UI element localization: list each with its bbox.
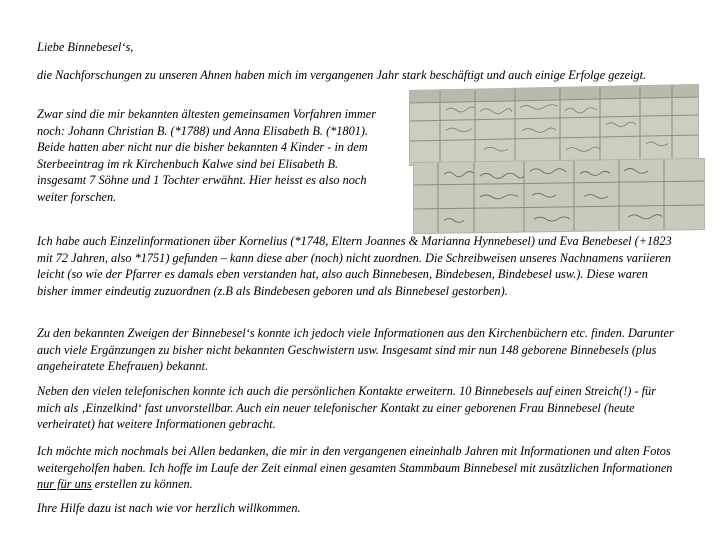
paragraph-closing: Ihre Hilfe dazu ist nach wie vor herzlich willkommen. [37, 501, 301, 515]
paragraph-contacts: Neben den vielen telefonischen konnte ich auch die persönlichen Kontakte erweitern. 10 Binnebesels auf einen Streich(!) - für mich als ‚Einzelkind‘ fast unvorstellbar. Auch ein neuer telefonischer Kontakt zu einer geborenen Frau Binnebesel (heute verheiratet) hat weitere Informationen gebracht. [37, 384, 656, 431]
paragraph-known-branches: Zu den bekannten Zweigen der Binnebesel‘s konnte ich jedoch viele Informationen aus den Kirchenbüchern etc. finden. Darunter auch viele Ergänzungen zu bisher nicht bekannten Geschwistern usw. Insgesamt sind mir nun 148 geborene Binnebesels (plus angeheiratete Ehefrauen) bekannt. [37, 326, 674, 373]
salutation: Liebe Binnebesel‘s, [37, 40, 134, 54]
thanks-text-end: erstellen zu können. [91, 477, 193, 491]
thanks-text-start: Ich möchte mich nochmals bei Allen bedanken, die mir in den vergangenen eineinhalb Jahren mit Informationen und alten Fotos weitergeholfen haben. Ich hoffe im Laufe der Zeit einmal einen gesamten Stammbaum Binnebesel mit zusätzlichen Informationen [37, 444, 673, 475]
underlined-emphasis: nur für uns [37, 477, 92, 491]
paragraph-thanks [37, 443, 677, 493]
church-record-scan-image [409, 84, 699, 166]
burial-register-scan-image [413, 158, 705, 234]
paragraph-intro: die Nachforschungen zu unseren Ahnen haben mich im vergangenen Jahr stark beschäftigt und auch einige Erfolge gezeigt. [37, 68, 647, 82]
paragraph-individual-information: Ich habe auch Einzelinformationen über Kornelius (*1748, Eltern Joannes & Marianna Hynnebesel) und Eva Benebesel (+1823 mit 72 Jahren, also *1751) gefunden – kann diese aber (noch) nicht zuordnen. Die Schreibweisen unseres Nachnamens variieren leicht (so wie der Pfarrer es damals eben verstanden hat, also auch Binnebesen, Bindebesen, Bindebesel usw.). Diese waren bisher immer eindeutig zuzuordnen (z.B als Bindebesen geboren und als Binnebesel gestorben). [37, 234, 672, 298]
paragraph-ancestors: Zwar sind die mir bekannten ältesten gemeinsamen Vorfahren immer noch: Johann Christian B. (*1788) und Anna Elisabeth B. (*1801). Beide hatten aber nicht nur die bisher bekannten 4 Kinder - in dem Sterbeeintrag im rk Kirchenbuch Kalwe sind bei Elisabeth B. insgesamt 7 Söhne und 1 Tochter erwähnt. Hier heisst es also noch weiter forschen. [37, 107, 377, 204]
